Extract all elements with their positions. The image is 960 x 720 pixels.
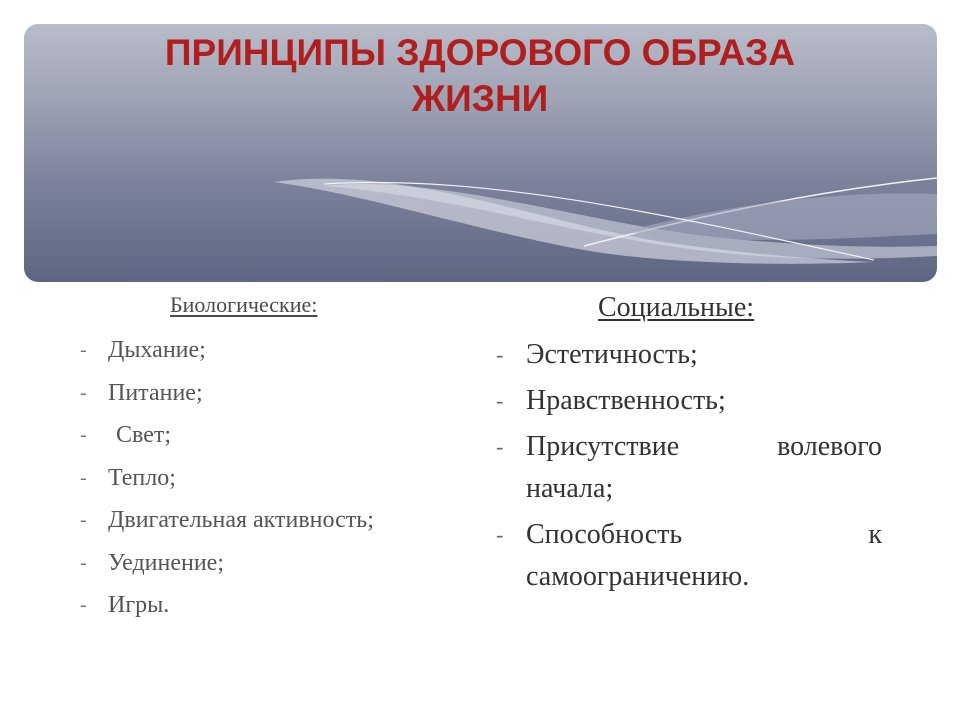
list-item: - Присутствие волевого начала; — [496, 431, 882, 504]
list-item: - Нравственность; — [496, 385, 726, 416]
social-list — [496, 334, 882, 602]
list-item: - Эстетичность; — [496, 339, 698, 370]
biological-list — [80, 334, 374, 632]
list-item: - Дыхание; — [80, 337, 206, 363]
list-item: - Свет; — [80, 422, 172, 448]
list-item: - Способность к самоограничению. — [496, 519, 882, 592]
social-heading: Социальные: — [598, 292, 755, 323]
page-title — [0, 30, 960, 122]
biological-heading: Биологические: — [170, 292, 318, 317]
list-item: - Питание; — [80, 379, 203, 406]
title-line-1: ПРИНЦИПЫ ЗДОРОВОГО ОБРАЗА — [164, 32, 796, 73]
list-item: - Тепло; — [80, 464, 176, 491]
list-item: - Игры. — [80, 592, 170, 618]
list-item: - Уединение; — [80, 549, 225, 576]
list-item: - Двигательная активность; — [80, 507, 374, 533]
title-line-2: ЖИЗНИ — [411, 78, 549, 119]
